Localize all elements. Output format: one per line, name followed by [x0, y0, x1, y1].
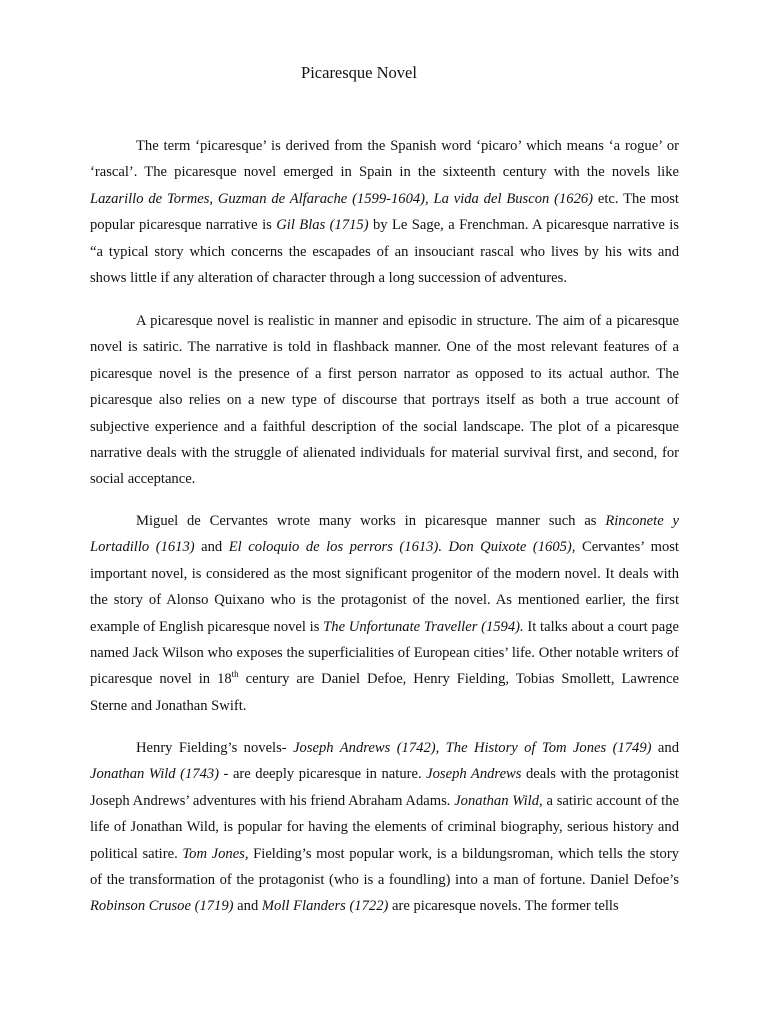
p4-italic-titles: Joseph Andrews (1742), The History of Tom Jones (1749) [293, 740, 652, 756]
paragraph-2 [90, 308, 679, 493]
p4-text-m: and [233, 898, 262, 915]
document-title: Picaresque Novel [301, 63, 417, 82]
p4-italic-robinson-crusoe: Robinson Crusoe (1719) [90, 898, 234, 915]
paragraph-1 [90, 133, 679, 291]
indent [90, 138, 136, 154]
p3-text-c: and [194, 539, 229, 556]
p1-text-a: The term ‘picaresque’ is derived from the Spanish word ‘picaro’ which means ‘a rogue’ or ‘rascal’. The picaresque novel emerged in Spain in the sixteenth century with the novels like [90, 138, 679, 181]
p4-text-c: and [651, 740, 679, 756]
p2-text-a: A picaresque novel is realistic in manner and episodic in structure. The aim of a picaresque novel is satiric. The narrative is told in flashback manner. One of the most relevant features of a picaresque novel is the presence of a first person narrator as opposed to its actual author. The picaresque also relies on a new type of discourse that portrays itself as both a true account of subjective experience and a faithful description of the social landscape. The plot of a picaresque narrative deals with the struggle of alienated individuals for material survival first, and second, for social acceptance. [90, 313, 679, 488]
p3-italic-rinconete: Rinconete y Lortadillo (1613) [90, 513, 679, 556]
p1-italic-gil-blas: Gil Blas (1715) [276, 217, 369, 234]
p4-text-e: - are deeply picaresque in nature. [219, 766, 427, 783]
p3-italic-unfortunate-traveller: The Unfortunate Traveller (1594). [323, 618, 524, 635]
p4-italic-joseph-andrews: Joseph Andrews [426, 766, 522, 783]
p3-text-g: It talks about a court page named Jack Wilson who exposes the superficialities of European cities’ life. Other notable writers of picaresque novel in 18 [90, 618, 679, 688]
p4-text-o: are picaresque novels. The former tells [388, 898, 619, 915]
p4-text-k: Fielding’s most popular work, is a bildungsroman, which tells the story of the transformation of the protagonist (who is a foundling) into a man of fortune. Daniel Defoe’s [90, 845, 680, 889]
indent [90, 513, 136, 529]
p4-italic-tom-jones: Tom Jones, [182, 845, 249, 862]
p4-italic-jonathan-wild-2: Jonathan Wild [454, 792, 540, 809]
p3-text-e: Cervantes’ most important novel, is considered as the most significant progenitor of the modern novel. It deals with the story of Alonso Quixano who is the protagonist of the novel. As mentioned earlier, the first example of English picaresque novel is [90, 539, 679, 635]
p3-superscript: th [231, 669, 239, 680]
p4-text-i: , a satiric account of the life of Jonathan Wild, is popular for having the elements of criminal biography, serious history and political satire. [90, 792, 679, 862]
p1-text-c: etc. The most popular picaresque narrative is [90, 190, 679, 234]
p1-italic-titles: Lazarillo de Tormes, Guzman de Alfarache (1599-1604), La vida del Buscon (1626) [90, 190, 594, 207]
indent [90, 740, 136, 756]
indent [90, 313, 136, 329]
p3-text-a: Miguel de Cervantes wrote many works in picaresque manner such as [136, 513, 606, 529]
p4-italic-jonathan-wild: Jonathan Wild (1743) [90, 766, 220, 783]
p1-text-e: by Le Sage, a Frenchman. A picaresque narrative is “a typical story which concerns the escapades of an insouciant rascal who lives by his wits and shows little if any alteration of character through a long succession of adventures. [90, 217, 680, 287]
p4-text-a: Henry Fielding’s novels- [136, 740, 294, 756]
p3-text-h: century are Daniel Defoe, Henry Fielding, Tobias Smollett, Lawrence Sterne and Jonathan Swift. [90, 671, 679, 714]
p4-italic-moll-flanders: Moll Flanders (1722) [261, 898, 389, 915]
p4-text-g: deals with the protagonist Joseph Andrews’ adventures with his friend Abraham Adams. [90, 766, 679, 809]
paragraph-4 [90, 735, 679, 920]
p3-italic-coloquio: El coloquio de los perrors (1613). Don Quixote (1605), [228, 539, 576, 556]
paragraph-3 [90, 508, 679, 719]
